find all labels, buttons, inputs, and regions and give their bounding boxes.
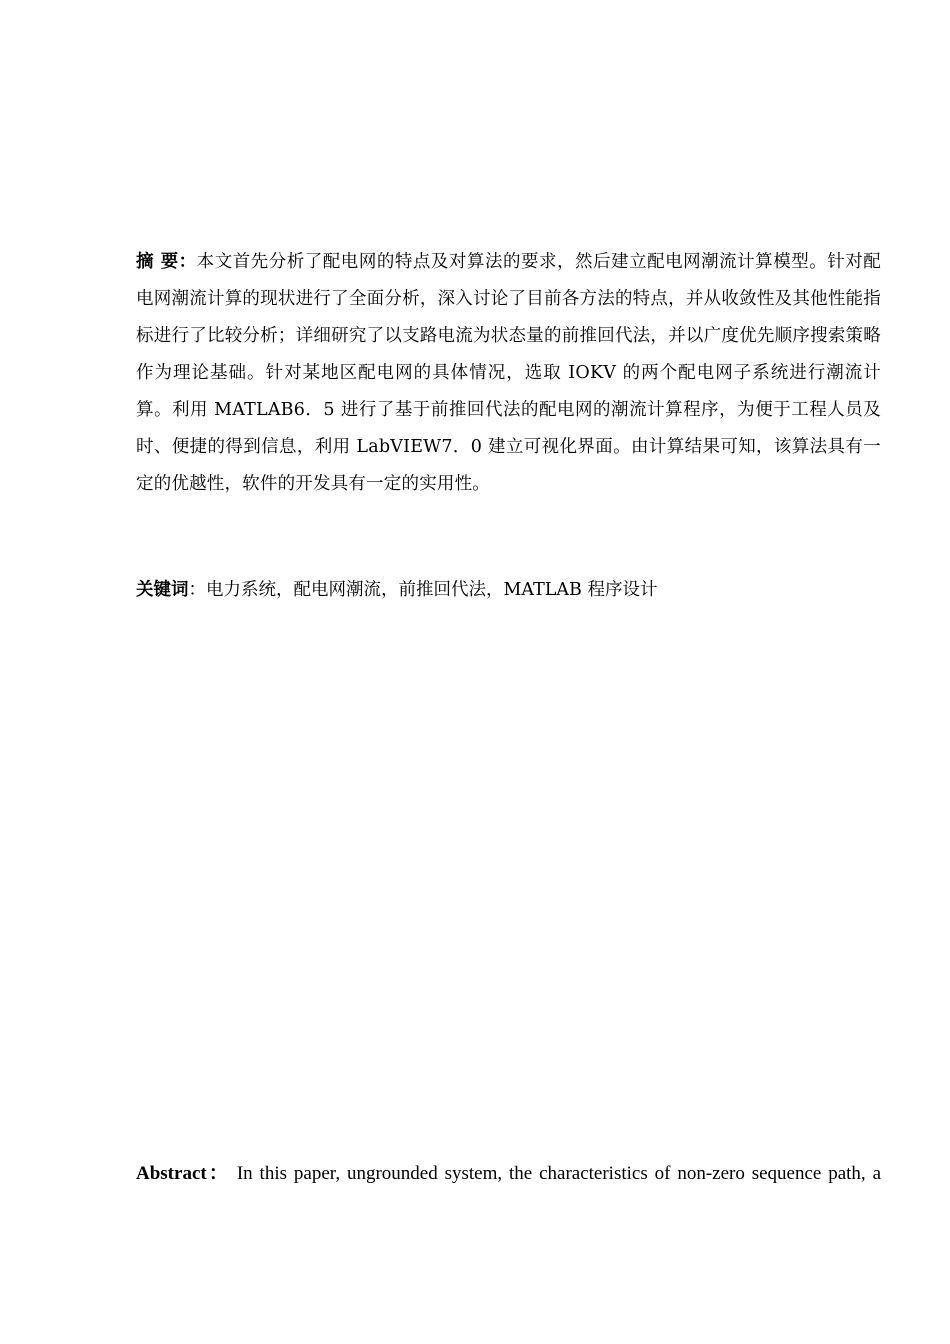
keywords-section: [136, 572, 881, 609]
keywords-label: 关键词: [136, 580, 189, 600]
keywords-text: ：电力系统，配电网潮流，前推回代法，MATLAB 程序设计: [188, 580, 658, 600]
english-abstract-text: In this paper, ungrounded system, the characteristics of non-zero sequence path, a: [229, 1163, 881, 1184]
english-abstract: [136, 1157, 881, 1191]
chinese-abstract: [136, 244, 881, 503]
english-abstract-label: Abstract：: [136, 1163, 230, 1184]
chinese-abstract-text: 本文首先分析了配电网的特点及对算法的要求，然后建立配电网潮流计算模型。针对配电网潮流计算的现状进行了全面分析，深入讨论了目前各方法的特点，并从收敛性及其他性能指标进行了比较分析；详细研究了以支路电流为状态量的前推回代法，并以广度优先顺序搜索策略作为理论基础。针对某地区配电网的具体情况，选取 IOKV 的两个配电网子系统进行潮流计算。利用 MATLAB6．5 进行了基于前推回代法的配电网的潮流计算程序，为便于工程人员及时、便捷的得到信息，利用 LabVIEW7．0 建立可视化界面。由计算结果可知，该算法具有一定的优越性，软件的开发具有一定的实用性。: [136, 252, 881, 494]
chinese-abstract-label: 摘 要：: [136, 252, 197, 272]
